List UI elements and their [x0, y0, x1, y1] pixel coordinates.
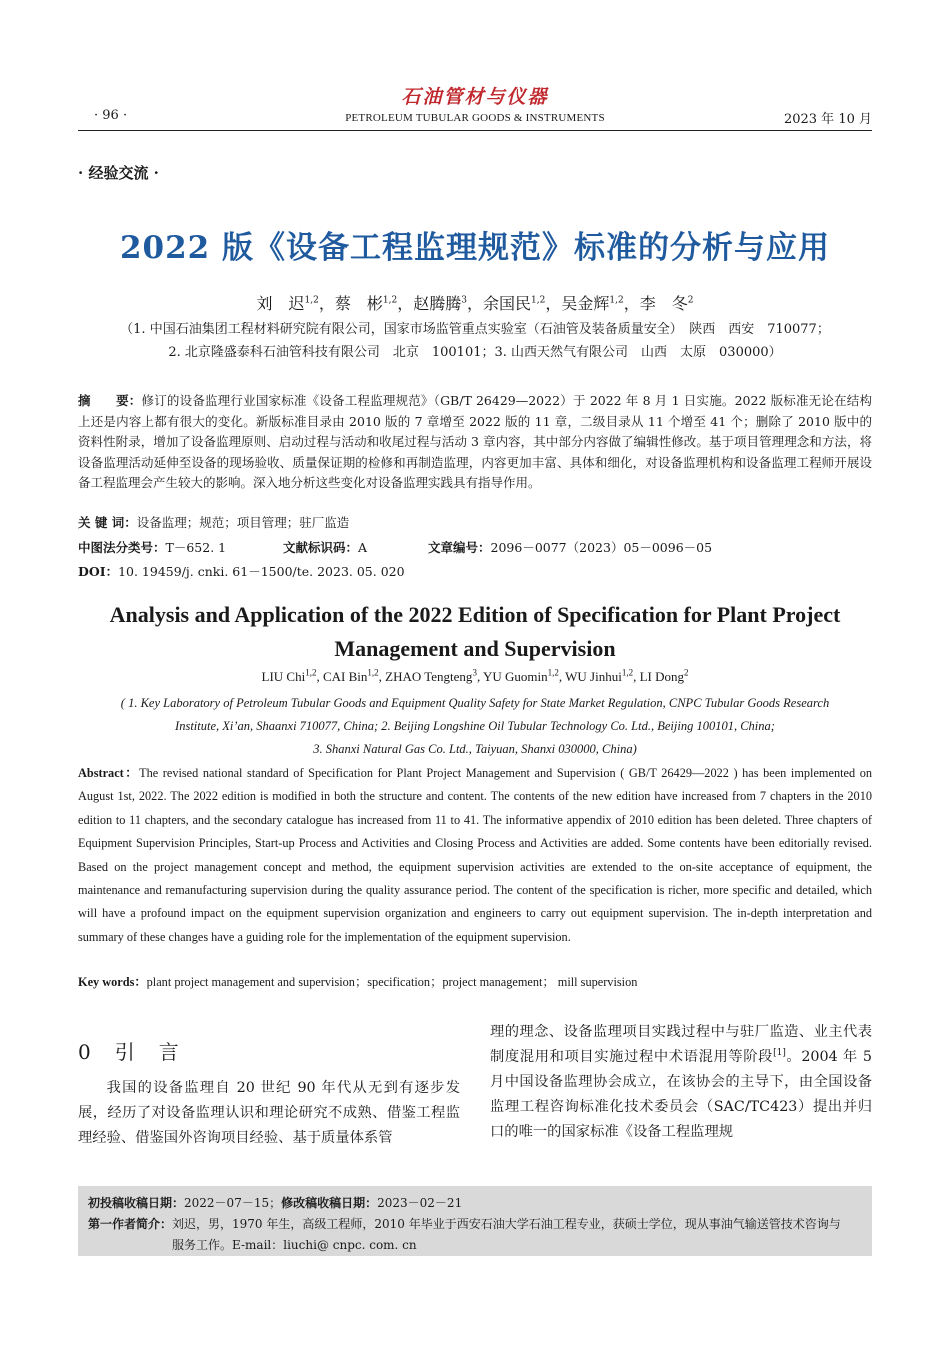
- author: 吴金辉: [561, 294, 610, 313]
- journal-english-name: PETROLEUM TUBULAR GOODS & INSTRUMENTS: [345, 112, 605, 124]
- abstract-zh-label: 摘 要：: [78, 393, 142, 408]
- keywords-zh: 关 键 词：设备监理；规范；项目管理；驻厂监造: [78, 515, 350, 530]
- author: 李 冬: [639, 294, 688, 313]
- footnote-author-cont: 服务工作。E-mail：liuchi@ cnpc. com. cn: [172, 1238, 417, 1252]
- issue-date: 2023 年 10 月: [783, 112, 872, 127]
- authors-en: LIU Chi$^{1,2}$, CAI Bin$^{1,2}$, ZHAO Tengteng$^3$, YU Guomin$^{1,2}$, WU Jinhui$^{1,2}$, LI Dong$^2$: [261, 667, 689, 684]
- citation: [1]: [773, 1048, 786, 1059]
- journal-logo: 石油管材与仪器: [401, 86, 549, 108]
- footnote-author: 第一作者简介：刘迟，男，1970 年生，高级工程师，2010 年毕业于西安石油大学石油工程专业，获硕士学位，现从事油气输送管技术咨询与: [88, 1217, 841, 1231]
- abstract-zh: [78, 391, 872, 494]
- abstract-en: Abstract：The revised national standard of Specification for Plant Project Management and Supervision ( GB/T 26429—2022 ) has been implemented on August 1st, 2022. The 2022 edition is modified in both the structure and content. The contents of the new edition have increased from 7 chapters in the 2010 edition to 11 chapters, and the secondary catalogue has increased from 11 to 41. The informative appendix of 2010 edition has been deleted. Three chapters of Equipment Supervision Principles, Start-up Process and Activities and Closing Process and Activities are added. Some contents have been editorially revised. Based on the project management concept and method, the equipment supervision activities are extended to the on-site acceptance of equipment, the maintenance and remanufacturing supervision during the quality assurance period. The content of the specification is richer, more specific and detailed, which will have a profound impact on the equipment supervision organization and engineers to carry out equipment supervision. The in-depth interpretation and summary of these changes have a guiding role for the implementation of the equipment supervision.: [78, 766, 872, 944]
- column-tag: · 经验交流 ·: [78, 164, 159, 182]
- page-number: · 96 ·: [94, 108, 128, 123]
- affiliation-zh-line: （1. 中国石油集团工程材料研究院有限公司，国家市场监管重点实验室（石油管及装备质量安全） 陕西 西安 710077；: [120, 322, 830, 337]
- affiliation-zh-line: 2. 北京隆盛泰科石油管科技有限公司 北京 100101；3. 山西天然气有限公司 山西 太原 030000）: [168, 345, 782, 360]
- classification-line: 中图法分类号：T－652. 1 文献标识码：A 文章编号：2096－0077（2023）05－0096－05: [78, 540, 713, 555]
- keywords-en: Key words：plant project management and supervision；specification；project management； mill supervision: [78, 975, 638, 989]
- abstract-zh-text: 修订的设备监理行业国家标准《设备工程监理规范》（GB/T 26429—2022）于 2022 年 8 月 1 日实施。2022 版标准无论在结构上还是内容上都有很大的变化。新版标准目录由 2010 版的 7 章增至 2022 版的 11 章，二级目录从 11 个增至 41 个；删除了 2010 版中的资料性附录，增加了设备监理原则、启动过程与活动和收尾过程与活动 3 章内容，其中部分内容做了编辑性修改。基于项目管理理念和方法，将设备监理活动延伸至设备的现场验收、质量保证期的检修和再制造监理，内容更加丰富、具体和细化，对设备监理机构和设备监理工程师开展设备工程监理会产生较大的影响。深入地分析这些变化对设备监理实践具有指导作用。: [78, 393, 872, 490]
- author: 刘 迟: [256, 294, 305, 313]
- doi: DOI：10. 19459/j. cnki. 61－1500/te. 2023. 05. 020: [78, 564, 405, 579]
- body-right-column: 理的理念、设备监理项目实践过程中与驻厂监造、业主代表制度混用和项目实施过程中术语混用等阶段[1]。2004 年 5 月中国设备监理协会成立，在该协会的主导下，由全国设备监理工程咨询标准化技术委员会（SAC/TC423）提出并归口的唯一的国家标准《设备工程监理规: [490, 1024, 872, 1140]
- affiliation-en-line: 3. Shanxi Natural Gas Co. Ltd., Taiyuan, Shanxi 030000, China): [313, 742, 637, 756]
- authors-zh: 刘 迟$^{1,2}$，蔡 彬$^{1,2}$，赵腾腾$^3$，余国民$^{1,2}$，吴金辉$^{1,2}$，李 冬$^2$: [256, 294, 694, 313]
- footnote-dates: 初投稿收稿日期：2022－07－15；修改稿收稿日期：2023－02－21: [88, 1196, 463, 1210]
- affiliation-en-line: ( 1. Key Laboratory of Petroleum Tubular Goods and Equipment Quality Safety for State Market Regulation, CNPC Tubular Goods Research: [120, 696, 830, 710]
- body-left-column: 我国的设备监理自 20 世纪 90 年代从无到有逐步发展，经历了对设备监理认识和理论研究不成熟、借鉴工程监理经验、借鉴国外咨询项目经验、基于质量体系管: [78, 1080, 460, 1146]
- author: 余国民: [483, 294, 532, 313]
- author: 赵腾腾: [413, 294, 462, 313]
- author: 蔡 彬: [334, 294, 383, 313]
- header-rule: [78, 130, 872, 131]
- title-en: Analysis and Application of the 2022 Edition of Specification for Plant Project Management and Supervision: [109, 602, 841, 661]
- title-zh: 2022 版《设备工程监理规范》标准的分析与应用: [119, 230, 831, 266]
- section-heading: 0 引 言: [78, 1040, 181, 1064]
- affiliation-en-line: Institute, Xi’an, Shaanxi 710077, China; 2. Beijing Longshine Oil Tubular Technology Co. Ltd., Beijing 100101, China;: [175, 719, 775, 733]
